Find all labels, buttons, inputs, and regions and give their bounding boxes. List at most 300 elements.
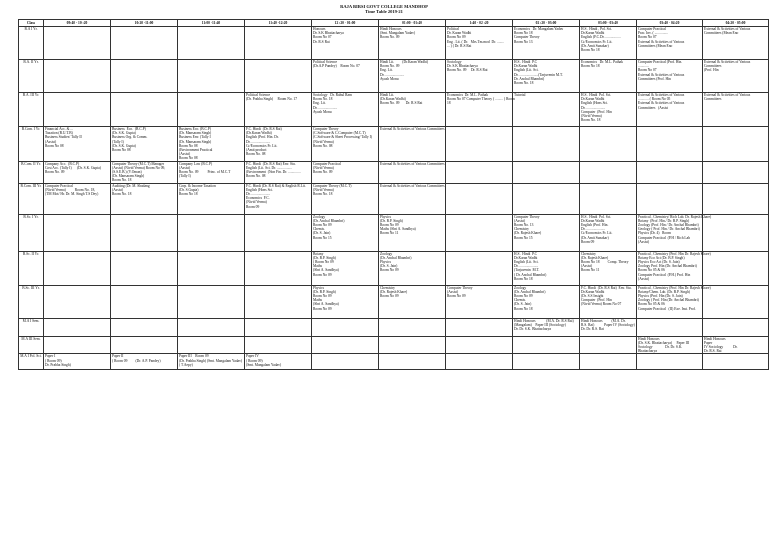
cell-text: Room No 08 [179,156,198,161]
cell-text: (Dr. B.P. Singh) [313,289,336,294]
table-row [19,354,769,370]
cell-text: Room No 05 & 06 [638,302,665,307]
column-header-period: 02 :20 - 03:00 [513,20,580,27]
cell-text: Botany (Prof. Hin./ Dr. B.P. Singh) [638,218,690,223]
table-cell [637,161,703,183]
cell-text: Computer Theory [514,214,540,219]
cell-text: English (Prof. Hin. Dr. [246,135,279,140]
column-header-period: 01:00 - 01:40 [379,20,446,27]
cell-text: English (Lit. Sci. [514,260,539,265]
table-cell [44,183,111,214]
timetable-body [19,27,769,370]
table-cell [44,93,111,127]
cell-text: Economics Dr. M.L. Pathak [447,93,489,97]
table-cell [446,161,513,183]
cell-text: Dr. S.K Bhattacharya [447,64,478,69]
cell-text: Auditing (Dr. M. Shadang [112,183,150,188]
table-cell [178,60,245,93]
table-cell [312,336,379,354]
table-cell [178,183,245,214]
table-cell [44,251,111,285]
cell-text: Dr. ..................... [514,264,539,269]
cell-text: Chemis. [313,227,325,232]
cell-text: Room No. 18 [514,81,534,86]
cell-text: Tutorial [514,93,526,97]
cell-text: (Dr.Karan Wadhi) [246,131,272,136]
cell-text: Dr. Dr. R.S. Rai [581,327,604,332]
cell-text: Committees (Prof. Hin [638,76,671,81]
cell-text: Room No 11 [380,231,399,236]
table-cell [637,127,703,162]
cell-text: Ayush Monu [313,109,332,114]
cell-text: Room No. 08 [246,174,266,179]
table-cell [178,251,245,285]
cell-text: R.S. Rai) Paper IV (Sociology) [581,322,635,327]
table-cell [245,354,312,370]
table-row [19,251,769,285]
class-label: B.Sc. I Yr. [19,214,44,251]
cell-text: English (Hons Sci. [246,187,274,192]
cell-text: External & Activities of Various [704,93,751,97]
table-row [19,318,769,336]
cell-text: Room 09 [246,204,260,209]
cell-text: Sociology Dr. Dr. S.K. [638,345,683,350]
cell-text: Chemistry [380,285,395,290]
cell-text: Room No 09 [380,268,399,273]
cell-text: Dr. R.S. Rai [704,349,722,354]
cell-text: Dr. ..................... [581,227,606,232]
cell-text: Room No 07 Computer Theory ( ......... ) Room [447,97,515,102]
table-cell [312,27,379,60]
class-label: B.A. III Yr. [19,93,44,127]
table-cell [703,251,769,285]
cell-text: Room No. 08 [313,143,333,148]
table-cell [178,285,245,318]
cell-text: External & Activities of Various [638,72,685,77]
cell-text: Hindi Honours (M.A. Dr. R.S Rai) [514,318,574,323]
cell-text: Economics Dr. M.L. Pathak [581,60,623,64]
cell-text: Computer Practical (P.H.) Prof. Hin [638,272,691,277]
table-cell [703,93,769,127]
cell-text: (Nivid Verma) Room No 07 [581,302,622,307]
cell-text: Room No 09 [313,223,332,228]
table-cell [379,127,446,162]
column-header-period: 11:40 -12:20 [245,20,312,27]
table-cell [111,27,178,60]
table-cell [312,251,379,285]
cell-text: Room No 07 [638,68,657,73]
cell-text: Chemistry [514,227,529,232]
column-header-period: 09:40 - 10 :20 [44,20,111,27]
cell-text: Room No 05 & 06 [638,268,665,273]
cell-text: (Assist) [638,239,650,244]
cell-text: Room No 08 [179,143,198,148]
class-label: M.A I Sem. [19,318,44,336]
table-cell [245,214,312,251]
table-cell [111,214,178,251]
cell-text: ............ [638,64,649,69]
cell-text: Practical , Chemistry (Prof. Hin Dr. Rajesh Khare) [638,251,711,256]
cell-text: (Dr. Anchal Bhambri) [514,289,546,294]
cell-text: Chemis. [514,298,526,303]
cell-text: Company Law (B.C.P) [179,161,213,166]
cell-text: (Nivid Verma) [313,139,334,144]
cell-text: Computer Practical (II) Exe. Inst. Prof. [638,306,696,311]
table-cell [245,93,312,127]
table-cell [513,318,580,336]
table-cell [245,183,312,214]
cell-text: Hindi Honours [380,27,402,31]
cell-text: Cr/Economics Fr. Lit. [581,231,613,236]
cell-text: Hindi Honours [638,336,660,341]
cell-text: Room No 09 [313,306,332,311]
cell-text: Zoology (Prof. Hin / Dr. Anchal Bhambri) [638,223,699,228]
cell-text: Zoology ( Prof. Hin (Dr. Anchal Bhambri) [638,298,699,303]
table-cell [245,127,312,162]
cell-text: Committees (Mean Eno [704,31,739,36]
cell-text: Paper III Room 09 [179,354,209,359]
table-cell [513,93,580,127]
cell-text: Business Eco. (B.C.P) [179,127,212,131]
table-cell [703,60,769,93]
cell-text: (Dr. S.S Insight [581,294,604,299]
table-cell [245,161,312,183]
table-cell [245,251,312,285]
cell-text: Room No. 18 [581,118,601,123]
table-cell [637,183,703,214]
table-cell [513,354,580,370]
table-cell [312,183,379,214]
cell-text: (Nivid Verma) [246,200,267,205]
cell-text: Dr. ..................... [313,105,338,110]
cell-text: ( Room 09) [45,358,62,363]
table-cell [513,285,580,318]
cell-text: Company Acc. (B.C.P) [45,161,80,166]
table-cell [379,354,446,370]
cell-text: Computer Theory (M.C.T) [313,183,352,188]
table-cell [44,161,111,183]
table-cell [580,127,637,162]
cell-text: (Smt. Mangalam Yadav) [246,362,282,367]
table-cell [513,336,580,354]
table-cell [379,318,446,336]
table-cell [580,214,637,251]
table-cell [245,60,312,93]
table-cell [312,127,379,162]
table-row [19,183,769,214]
cell-text: (Dr. Rajesh Khare) [581,255,609,260]
cell-text: Paper [704,340,713,345]
cell-text: (Dr. Anchal Bhambri) [313,218,345,223]
table-cell [178,161,245,183]
cell-text: H.S . Hindi Pol. Sci. [581,93,612,97]
cell-text: (Nivid Verma) [581,114,602,119]
cell-text: Room No 09 [514,294,533,299]
cell-text: Physics [380,260,391,265]
cell-text: Room No 15 [313,235,332,240]
table-cell [637,27,703,60]
cell-text: Room No 09 [447,294,466,299]
table-cell [178,354,245,370]
table-row [19,27,769,60]
table-cell [178,336,245,354]
cell-text: Physics (Prof. Hin (Dr. S. Jain) [638,294,683,299]
cell-text: Room No 18 [514,306,533,311]
cell-text: Prac. Inv. ( ............... [638,31,669,36]
cell-text: Dr. ..................... [581,105,606,110]
table-cell [513,127,580,162]
cell-text: Computer Theory [313,127,339,131]
cell-text: Cost Acc. (Tally I) (Dr. S.K. Gupta) [45,165,101,170]
table-cell [580,318,637,336]
cell-text: Dr. ..................... [380,72,405,77]
cell-text: H.S . Hindi P.C [514,251,538,256]
table-row [19,93,769,127]
table-cell [312,285,379,318]
cell-text: English (Prof. Hin. [581,223,609,228]
cell-text: Zoology Prof. Hin (Dr. Anchal Bhambri) [638,264,697,269]
table-row [19,336,769,354]
table-cell [44,27,111,60]
cell-text: Room No 18 [581,64,600,69]
cell-text: Chemistry [581,251,596,256]
table-cell [513,161,580,183]
class-label: B.A. II Yr. [19,60,44,93]
cell-text: Room No 08 [112,148,131,153]
table-row [19,60,769,93]
cell-text: 18 [447,101,451,106]
cell-text: Paper IV [246,354,259,359]
cell-text: Botany [313,251,324,256]
cell-text: Room No 11 [581,268,600,273]
cell-text: H.S . Hindi P.C [514,60,538,64]
cell-text: Business Org. & Comm. [112,135,148,140]
cell-text: ( Room 09 (Dr. A.P. Pandey) [112,358,161,363]
column-header-period: 11:00 -11:40 [178,20,245,27]
cell-text: (TM Mot/ Hr. Dr. M. Singh T.S Dey) [45,192,99,197]
table-cell [178,214,245,251]
cell-text: Dr. Karan Wadhi [447,31,472,36]
cell-text: (Nivid Verma) [313,165,334,170]
column-header-class: Class [19,20,44,27]
cell-text: Room No. 18 [112,178,132,183]
table-cell [245,27,312,60]
cell-text: Room No. 09 Princ. of M.C.T [179,170,231,175]
cell-text: (Mangalam) Paper III (Sociology) [514,322,566,327]
cell-text: Honours [313,27,326,31]
cell-text: Physics [380,214,391,219]
cell-text: (Dr. B.P. Singh) [313,255,336,260]
table-cell [580,60,637,93]
cell-text: Financial Acc. & ... [45,127,74,131]
cell-text: Practical , Chemistry (Prof. Hin Dr. Rajesh Khare) [638,285,711,290]
table-cell [637,93,703,127]
table-cell [379,27,446,60]
cell-text: Dr.Karan Wadhi [581,218,605,223]
table-cell [178,318,245,336]
table-cell [513,214,580,251]
cell-text: (Assist) [179,152,191,157]
table-cell [446,27,513,60]
table-cell [637,251,711,285]
table-cell [703,27,769,60]
page-subtitle: Time Table 2019-21 [365,9,403,14]
cell-text: ( Dr. Anchal Bhambri) [514,272,547,277]
cell-text: Room No. 09 [380,64,400,69]
table-cell [446,318,513,336]
cell-text: Dr. Dr. S.K. Bhattacharya [514,327,552,332]
cell-text: Political Science [246,93,271,97]
cell-text: (Dr. S. Jain) [313,231,331,236]
cell-text: Room No 08 [45,143,64,148]
cell-text: (Dr. S.K. Gupta) [112,143,136,148]
class-label: M.A III Sem. [19,336,44,354]
table-cell [312,161,379,183]
cell-text: Dr. Anchal Bhambri) [514,76,545,81]
cell-text: ............ ( Room No 05 [638,97,671,102]
cell-text: F.C. Hindi (Dr. R.S Rai) [246,127,282,131]
cell-text: External & Activities of Various [638,101,685,106]
cell-text: External & Activities of Various [704,27,751,31]
table-cell [111,161,178,183]
table-cell [178,27,245,60]
cell-text: Paper I [45,354,56,359]
cell-text: Room No. 18 [313,97,333,102]
cell-text: English (Lit. Sci. Dr. ................. [246,165,293,170]
table-cell [446,285,513,318]
table-cell [580,161,637,183]
cell-text: Zoology [313,214,326,219]
cell-text: Room No 18 [514,276,533,281]
table-cell [580,93,637,127]
cell-text: Sociology Dr. Rahul Ram [313,93,352,97]
table-cell [637,214,712,251]
table-cell [178,127,245,162]
table-cell [513,183,580,214]
table-cell [637,354,703,370]
table-row [19,214,769,251]
cell-text: External & Activities of Various Committees [380,127,445,131]
column-header-period: 12 :20 - 01:00 [312,20,379,27]
class-label: M.A I Pol. Sci. [19,354,44,370]
cell-text: Corp. & Income Taxation [179,183,216,188]
cell-text: External & Activities of Various [638,93,685,97]
table-cell [44,318,111,336]
table-cell [580,27,637,60]
cell-text: Bhattacharya [638,349,657,354]
cell-text: (Dr. Mansaram Singh) [112,174,145,179]
cell-text: Hindi Honours (M.A. Dr. [581,318,626,323]
cell-text: Room No. 09 Dr. R.S Rai [380,101,423,106]
table-cell [312,60,379,93]
cell-text: (Tally I) [179,174,191,179]
cell-text: (Assist) [581,264,593,269]
table-cell [446,183,513,214]
cell-text: Room No 09 [447,35,466,40]
cell-text: ... ) ( Dr. R.S Rai [447,43,472,48]
table-cell [111,251,178,285]
cell-text: Business Env. (Tally I [179,135,211,140]
cell-text: (Environment Practical [179,148,213,153]
cell-text: Hindi Honours [704,336,726,341]
table-cell [44,354,111,370]
cell-text: Dr. ..................... [246,139,271,144]
cell-text: Room No 18 [179,192,198,197]
table-cell [111,318,178,336]
cell-text: Geology ( Prof. Hin / Dr. Anchal Bhambri) [638,227,700,232]
cell-text: Room No 18 [514,31,533,36]
cell-text: Dr.Karan Wadhi [514,255,538,260]
cell-text: ( T.Aepy) [179,362,193,367]
cell-text: Room No. 08 [246,152,266,157]
cell-text: Zoology [380,251,393,256]
cell-text: H.S . Hindi Pol. Sci. [581,214,612,219]
cell-text: (C.Software & Sheet Processing/ Tally I) [313,135,372,140]
cell-text: H.S . Hindi , Pol. Sci. [581,27,613,31]
cell-text: (Assist) (Nivid Verma) Room No 09, [112,165,166,170]
cell-text: Taxation (B.U.T.B) [45,131,73,136]
class-label: B.Com. II Yr. [19,161,44,183]
cell-text: IV Sociology Dr. [704,345,738,350]
cell-text: External & Activities of Various Committees [380,183,445,188]
cell-text: Room No. 09 [313,170,333,175]
table-cell [111,354,178,370]
cell-text: (Dr. Rajesh Khare) [380,289,408,294]
table-cell [580,183,637,214]
table-cell [379,251,446,285]
cell-text: Room No 15 [514,235,533,240]
cell-text: (Dr. S.K. Gupta) [112,131,136,136]
table-cell [111,336,178,354]
cell-text: Committees (Mean Eno [638,43,673,48]
table-cell [513,60,580,93]
cell-text: (Assist) [179,165,191,170]
cell-text: Room No. 18 [313,192,333,197]
cell-text: (Assist) [447,289,459,294]
cell-text: (Assist) [45,139,57,144]
cell-text: (Dr. S.Gupta) [179,187,199,192]
cell-text: (S.S.E.B.) (V.Oman) [112,170,142,175]
cell-text: (Dr. Rajesh Khare) [514,231,542,236]
table-cell [44,336,111,354]
cell-text: Room No 07 [313,35,333,40]
cell-text: Eng. Lit. [313,101,326,106]
header-row [19,20,769,27]
table-row [19,161,769,183]
cell-text: English (Hons Sci. [581,101,609,106]
table-cell [312,214,379,251]
cell-text: Physics Eco Act (Dr. S. Jain) [638,260,680,265]
table-cell [379,93,446,127]
table-cell [44,60,111,93]
table-cell [446,60,513,93]
table-cell [703,127,769,162]
table-cell [580,336,637,354]
cell-text: Physics [313,285,324,290]
table-cell [580,251,637,285]
cell-text: (Tally I) [112,139,124,144]
cell-text: (Assist) [514,218,526,223]
cell-text: Botany/Chem. Lab. (Dr. B.P. Singh) [638,289,691,294]
cell-text: Eng. Lit. [380,68,393,73]
cell-text: (Dr.Karan Wadhi) [380,97,406,102]
column-header-period: 10:20 -11:00 [111,20,178,27]
cell-text: Committees [704,64,722,69]
cell-text: Dr.Karan Wadhi [581,289,605,294]
cell-text: Committees (Assist [638,105,669,110]
cell-text: Room No 18 [581,48,600,53]
cell-text: Dr. ..................... [246,192,271,197]
